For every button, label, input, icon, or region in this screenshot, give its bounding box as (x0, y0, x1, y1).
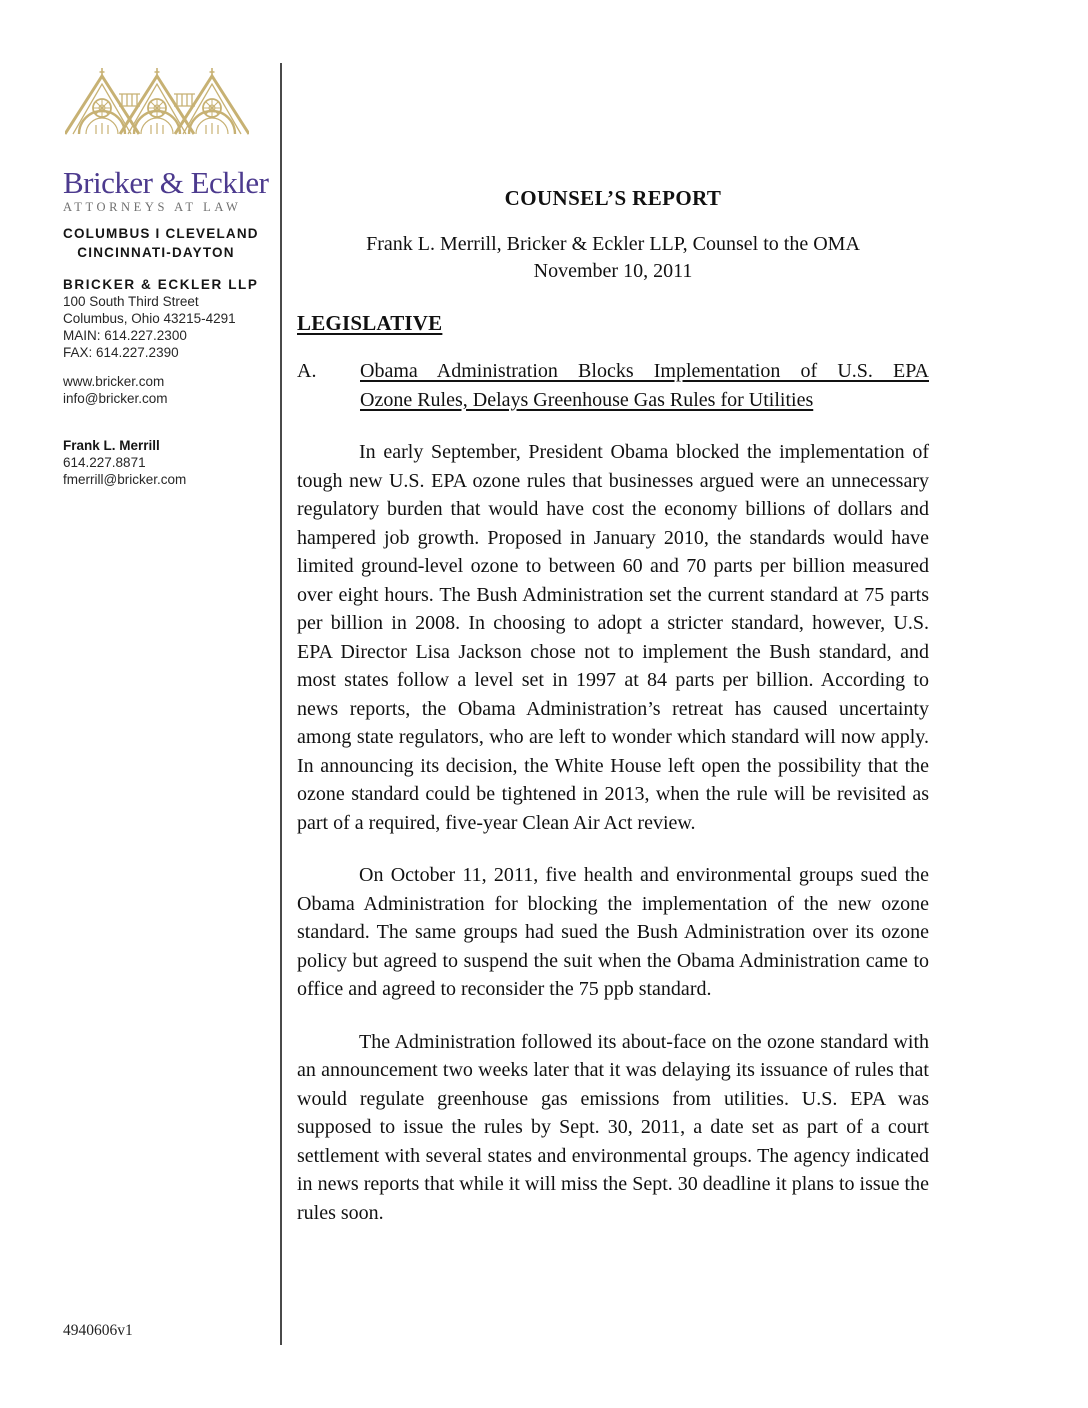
sidebar (63, 66, 269, 488)
firm-email: info@bricker.com (63, 391, 168, 406)
item-title-line2: Ozone Rules, Delays Greenhouse Gas Rules for Utilities (360, 388, 814, 411)
report-byline: Frank L. Merrill, Bricker & Eckler LLP, Counsel to the OMA (366, 233, 860, 255)
firm-fax: FAX: 614.227.2390 (63, 345, 179, 360)
firm-name: BRICKER & ECKLER LLP (63, 277, 259, 292)
document-version-number: 4940606v1 (63, 1322, 133, 1339)
report-item-a (297, 357, 929, 414)
firm-logo-tagline: ATTORNEYS AT LAW (63, 200, 242, 214)
paragraph-3: The Administration followed its about-face on the ozone standard with an announcement two weeks later that it was delaying its issuance of rules that would regulate greenhouse gas emissions from utilities. U.S. EPA was supposed to issue the rules by Sept. 30, 2011, a date set as part of a court settlement with several states and environmental groups. The agency indicated in news reports that while it will miss the Sept. 30 deadline it plans to issue the rules soon. (297, 1030, 929, 1224)
office-cities-line1: COLUMBUS I CLEVELAND (63, 226, 259, 241)
firm-address-block (63, 276, 263, 361)
paragraph-2: On October 11, 2011, five health and environmental groups sued the Obama Administration for blocking the implementation of the new ozone standard. The same groups had sued the Bush Administration over its ozone policy but agreed to suspend the suit when the Obama Administration came to office and agreed to reconsider the 75 ppb standard. (297, 864, 929, 1000)
paragraph-1: In early September, President Obama blocked the implementation of tough new U.S. EPA ozone rules that businesses argued were an unnecessary regulatory burden that would have cost the economy billions of dollars and hampered job growth. Proposed in January 2010, the standards would have limited ground-level ozone to between 60 and 70 parts per billion measured over eight hours. The Bush Administration set the current standard at 75 parts per billion in 2008. In choosing to adopt a stricter standard, however, U.S. EPA Director Lisa Jackson chose not to implement the Bush standard, and most states follow a level set in 1997 at 84 parts per billion. According to news reports, the Obama Administration’s retreat has caused uncertainty among state regulators, who are left to wonder which standard will now apply. In announcing its decision, the White House left open the possibility that the ozone standard could be tightened in 2013, when the rule will be revisited as part of a required, five-year Clean Air Act review. (297, 441, 929, 834)
vertical-divider (280, 63, 282, 1345)
item-title-line1: Obama Administration Blocks Implementation of U.S. EPA (360, 360, 929, 382)
section-heading-text: LEGISLATIVE (297, 311, 443, 335)
firm-website: www.bricker.com (63, 374, 165, 389)
report-date: November 10, 2011 (533, 260, 693, 282)
firm-web-block (63, 373, 263, 407)
report-title: COUNSEL’S REPORT (504, 186, 722, 210)
firm-address-city: Columbus, Ohio 43215-4291 (63, 311, 236, 326)
author-phone: 614.227.8871 (63, 455, 146, 470)
author-contact-block (63, 437, 263, 488)
item-title (360, 357, 929, 414)
section-heading-legislative (297, 310, 929, 336)
author-name: Frank L. Merrill (63, 438, 160, 453)
firm-logo (63, 66, 269, 215)
firm-address-street: 100 South Third Street (63, 294, 199, 309)
report-body (297, 186, 929, 1227)
item-label: A. (297, 360, 317, 382)
office-cities-line2: CINCINNATI-DAYTON (77, 245, 235, 260)
office-cities (63, 224, 259, 262)
firm-main-phone: MAIN: 614.227.2300 (63, 328, 187, 343)
gothic-arches-logo-icon (65, 66, 249, 166)
firm-logo-name: Bricker & Eckler (63, 165, 269, 200)
author-email: fmerrill@bricker.com (63, 472, 187, 487)
